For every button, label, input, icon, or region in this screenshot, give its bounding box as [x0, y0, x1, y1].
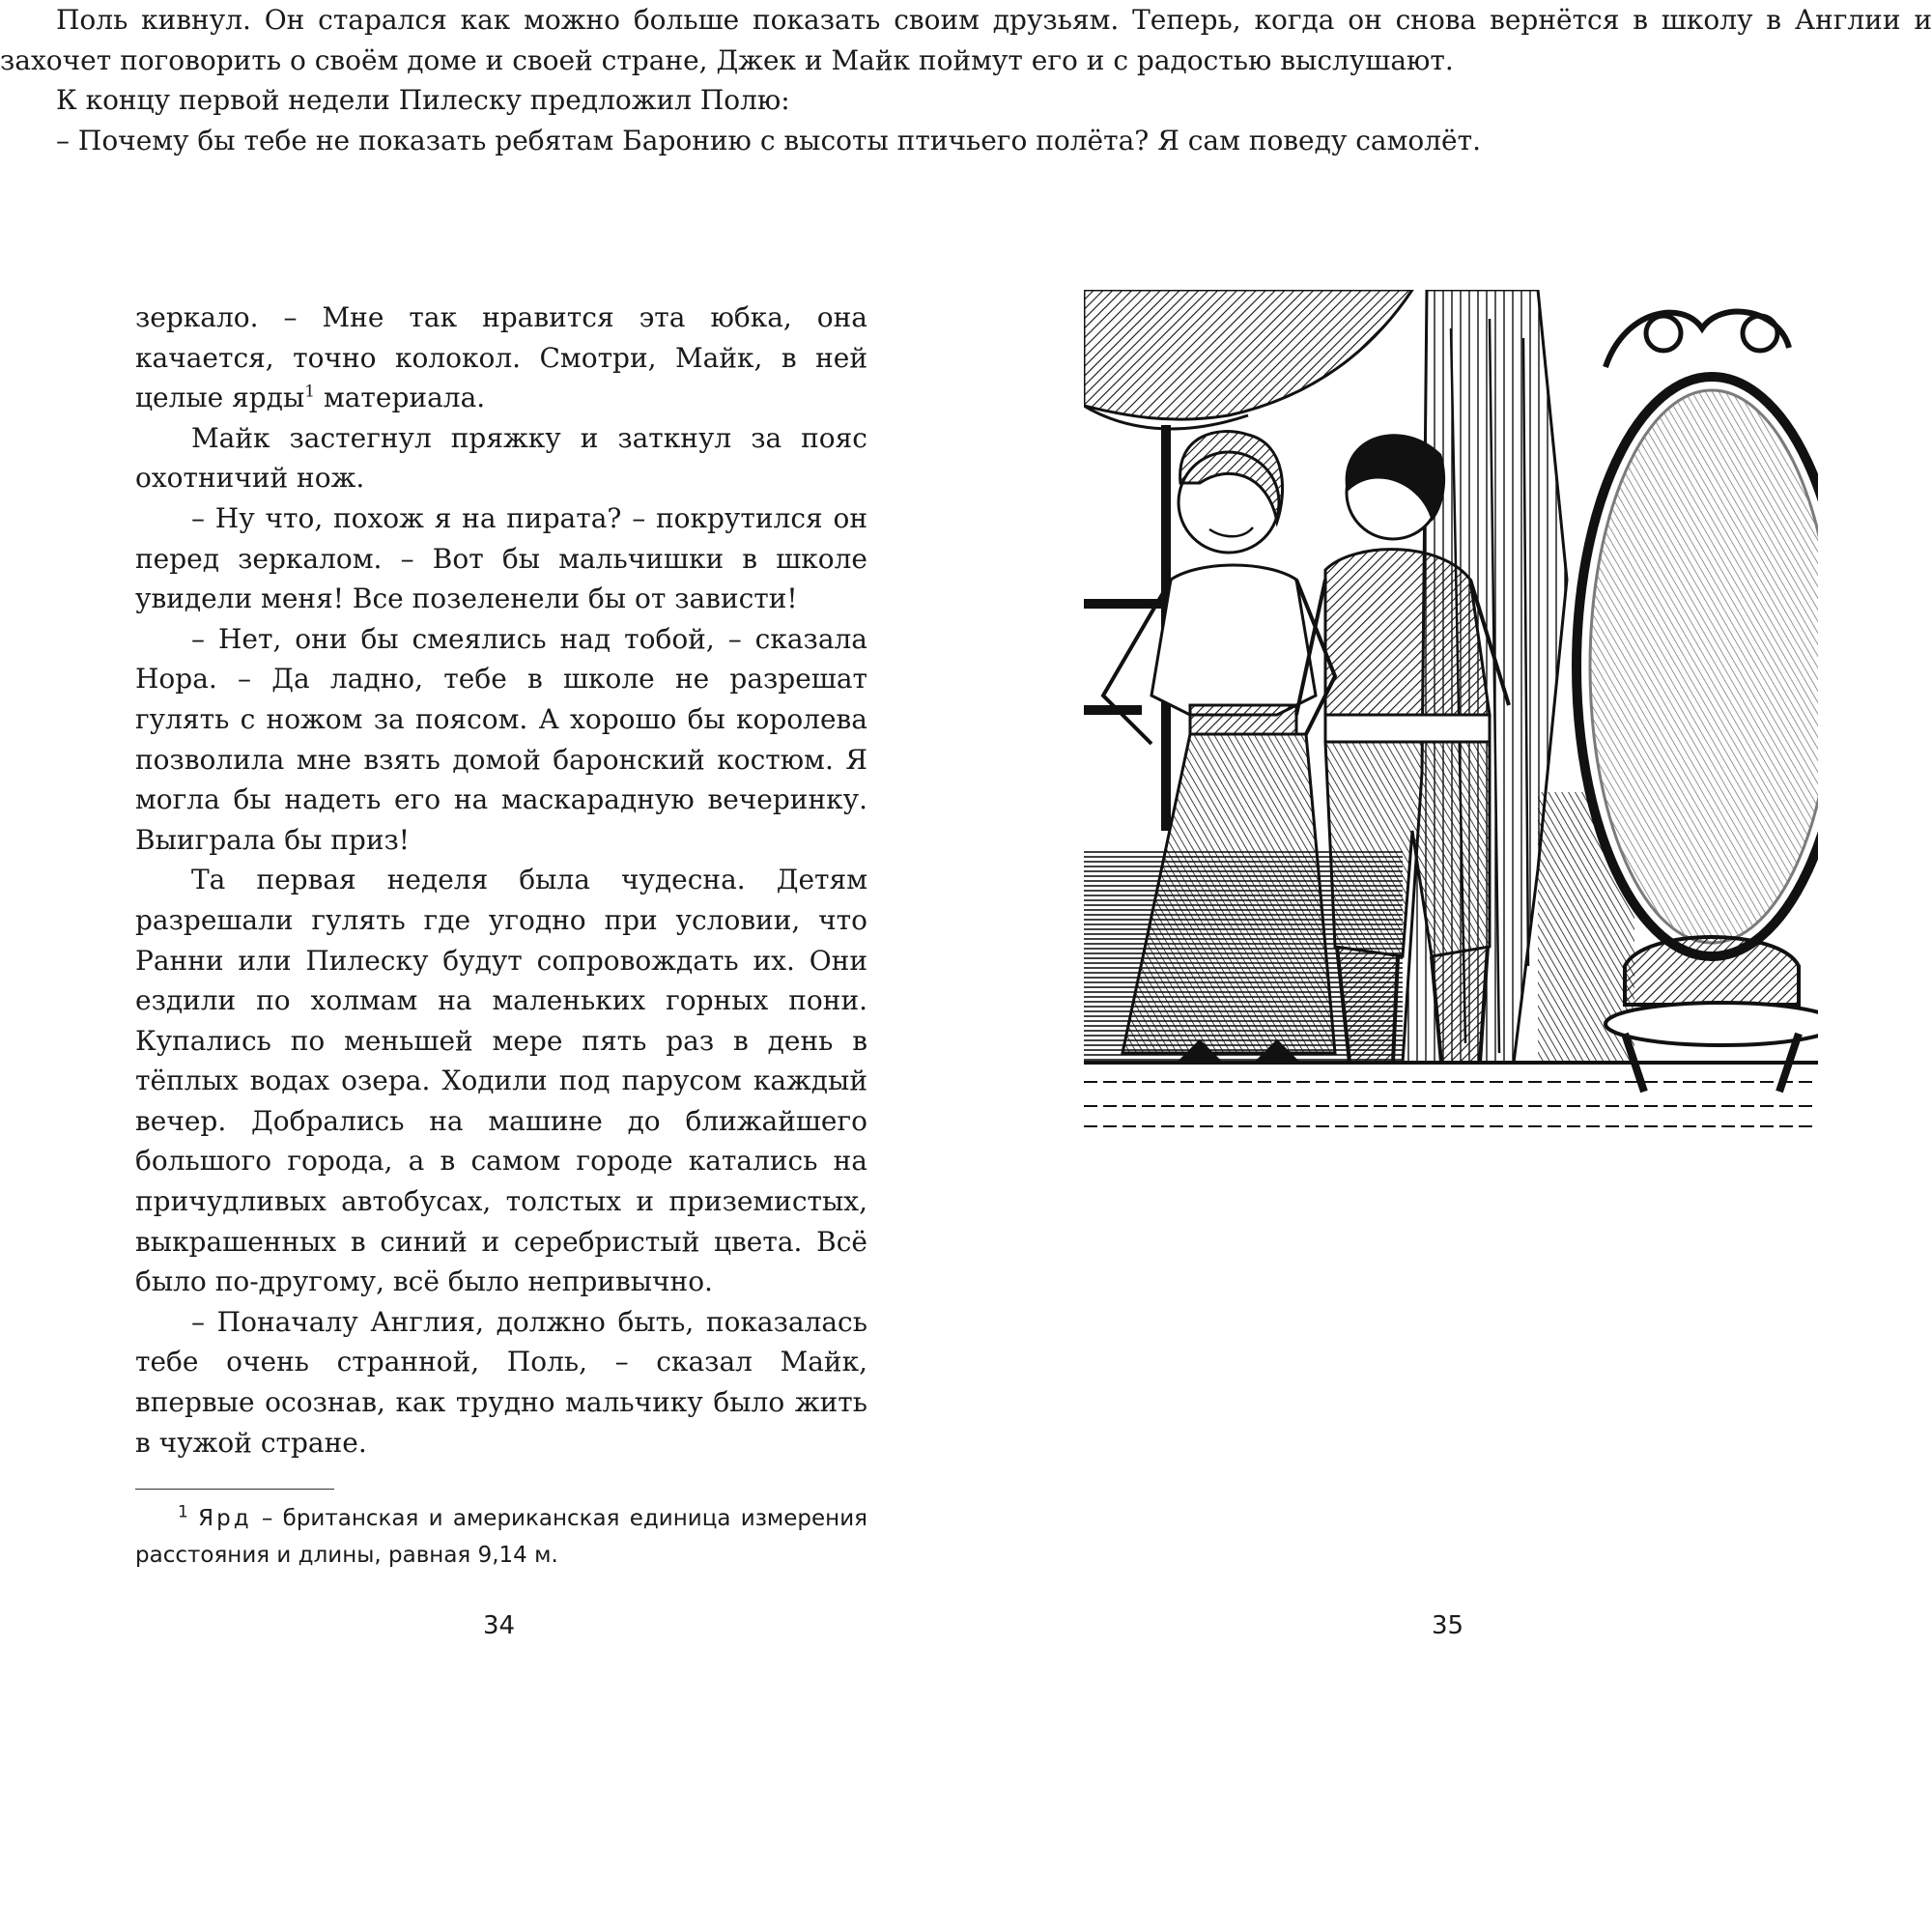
footnote-divider — [135, 1489, 334, 1490]
footnote — [135, 1500, 867, 1574]
footnote-mark: 1 — [304, 382, 316, 402]
paragraph: Майк застегнул пряжку и заткнул за пояс охотничий нож. — [135, 421, 867, 495]
paragraph: зеркало. – Мне так нравится эта юбка, она качается, точно колокол. Смотри, Майк, в ней целые ярды$^1$ материала. — [135, 301, 867, 414]
footnote-term: Ярд — [198, 1506, 252, 1531]
footnote-mark: 1 — [178, 1502, 188, 1522]
paragraph: – Почему бы тебе не показать ребятам Баронию с высоты птичьего полёта? Я сам поведу самолёт. — [56, 124, 1482, 156]
page-number-right: 35 — [1432, 1611, 1464, 1640]
paragraph: К концу первой недели Пилеску предложил Полю: — [56, 84, 790, 117]
illustration — [1084, 290, 1818, 1134]
paragraph: – Ну что, похож я на пирата? – покрутился он перед зеркалом. – Вот бы мальчишки в школе увидели меня! Все позеленели бы от зависти! — [135, 501, 867, 615]
paragraph: Та первая неделя была чудесна. Детям разрешали гулять где угодно при условии, что Ранни или Пилеску будут сопровождать их. Они ездили по холмам на маленьких горных пони. Купались по меньшей мере пять раз в день в тёплых водах озера. Ходили под парусом каждый вечер. Добрались на машине до ближайшего большого города, а в самом городе катались на причудливых автобусах, толстых и приземистых, выкрашенных в синий и серебристый цвета. Всё было по-другому, всё было непривычно. — [135, 864, 867, 1298]
footnote-text: – британская и американская единица измерения расстояния и длины, равная 9,14 м. — [135, 1506, 868, 1568]
paragraph: – Нет, они бы смеялись над тобой, – сказала Нора. – Да ладно, тебе в школе не разрешат гулять с ножом за поясом. А хорошо бы королева позволила мне взять домой баронский костюм. Я могла бы надеть его на маскарадную вечеринку. Выиграла бы приз! — [135, 622, 867, 856]
paragraph: Поль кивнул. Он старался как можно больше показать своим друзьям. Теперь, когда он снова вернётся в школу в Англии и захочет поговорить о своём доме и своей стране, Джек и Майк поймут его и с радостью выслушают. — [0, 4, 1932, 76]
right-text-column — [0, 0, 1932, 160]
left-text-column — [135, 298, 867, 1463]
page-number-left: 34 — [483, 1611, 516, 1640]
paragraph: – Поначалу Англия, должно быть, показалась тебе очень странной, Поль, – сказал Майк, впервые осознав, как трудно мальчику было жить в чужой стране. — [135, 1305, 867, 1459]
